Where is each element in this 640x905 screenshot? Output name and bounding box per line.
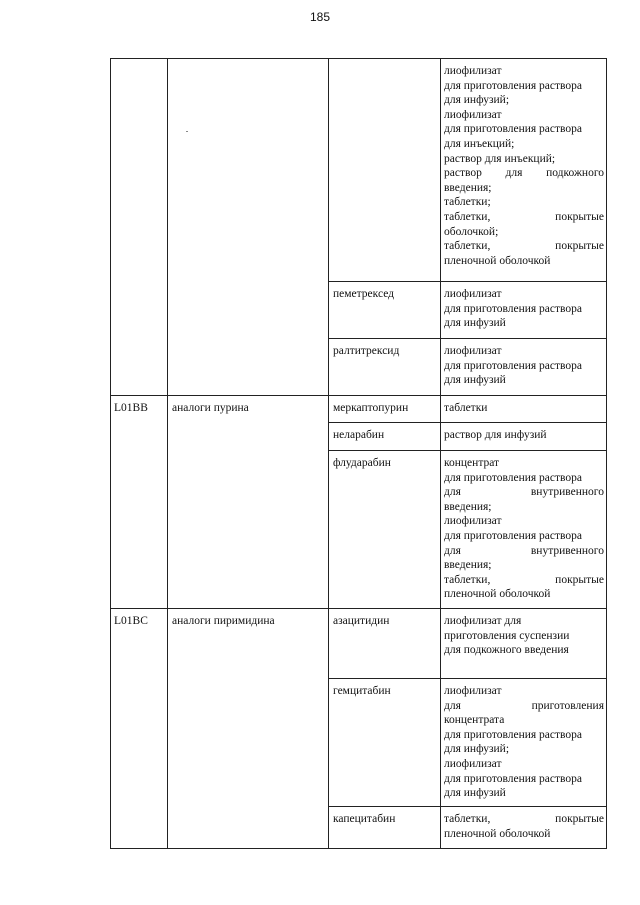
- dosage-form-line: лиофилизат: [444, 288, 502, 300]
- dosage-form-line: введения;: [444, 181, 492, 194]
- substance-name: ралтитрексид: [333, 345, 400, 357]
- dosage-form-line: концентрат: [444, 457, 500, 469]
- dosage-forms: [444, 64, 604, 268]
- substance-name: неларабин: [333, 429, 385, 441]
- dosage-form-line: для инфузий: [444, 374, 506, 387]
- dosage-form-line: для приготовления раствора: [444, 529, 582, 542]
- row-border: [328, 678, 607, 679]
- pharmacological-group: аналоги пиримидина: [172, 615, 275, 627]
- dosage-form-line: таблетки, покрытые: [444, 210, 604, 223]
- dosage-forms: [444, 401, 604, 416]
- column-border: [110, 58, 111, 849]
- dosage-form-line: таблетки, покрытые: [444, 813, 604, 825]
- substance-name: азацитидин: [333, 615, 390, 627]
- substance-name: пеметрексед: [333, 288, 395, 300]
- substance-name: капецитабин: [333, 813, 396, 825]
- scan-speck: [186, 131, 188, 132]
- dosage-form-line: таблетки: [444, 402, 488, 414]
- dosage-form-line: приготовления суспензии: [444, 629, 570, 642]
- dosage-form-line: для приготовления: [444, 699, 604, 712]
- dosage-form-line: для внутривенного: [444, 544, 604, 557]
- dosage-forms: [444, 344, 604, 388]
- atc-code: L01BB: [114, 402, 148, 414]
- dosage-form-line: введения;: [444, 500, 492, 513]
- dosage-form-line: для приготовления раствора: [444, 302, 582, 315]
- dosage-form-line: для приготовления раствора: [444, 728, 582, 741]
- dosage-form-line: концентрата: [444, 714, 505, 727]
- column-border: [167, 58, 168, 849]
- row-border: [328, 450, 607, 451]
- dosage-form-line: пленочной оболочкой: [444, 254, 551, 267]
- row-border: [328, 281, 607, 282]
- dosage-form-line: введения;: [444, 559, 492, 572]
- column-border: [606, 58, 607, 849]
- dosage-form-line: раствор для подкожного: [444, 167, 604, 180]
- dosage-form-line: для подкожного введения: [444, 644, 569, 657]
- row-border: [328, 422, 607, 423]
- substance-name: меркаптопурин: [333, 402, 409, 414]
- dosage-form-line: лиофилизат: [444, 685, 502, 697]
- dosage-forms: [444, 287, 604, 331]
- row-border: [328, 338, 607, 339]
- dosage-forms: [444, 614, 604, 658]
- dosage-form-line: для приготовления раствора: [444, 79, 582, 92]
- dosage-form-line: раствор для инфузий: [444, 429, 547, 441]
- dosage-form-line: лиофилизат: [444, 345, 502, 357]
- table-bottom-border: [110, 848, 607, 849]
- column-border: [328, 58, 329, 849]
- dosage-form-line: для приготовления раствора: [444, 772, 582, 785]
- dosage-form-line: пленочной оболочкой: [444, 827, 551, 840]
- dosage-forms: [444, 684, 604, 801]
- dosage-form-line: для инфузий: [444, 317, 506, 330]
- dosage-forms: [444, 812, 604, 841]
- row-border: [110, 608, 607, 609]
- row-border: [110, 395, 607, 396]
- dosage-form-line: для инфузий;: [444, 94, 510, 107]
- dosage-form-line: таблетки, покрытые: [444, 573, 604, 586]
- column-border: [440, 58, 441, 849]
- dosage-form-line: для инфузий: [444, 787, 506, 800]
- dosage-form-line: для приготовления раствора: [444, 471, 582, 484]
- dosage-form-line: таблетки, покрытые: [444, 240, 604, 253]
- dosage-form-line: таблетки;: [444, 196, 491, 209]
- pharmacological-group: аналоги пурина: [172, 402, 249, 414]
- dosage-forms: [444, 456, 604, 602]
- dosage-form-line: пленочной оболочкой: [444, 588, 551, 601]
- dosage-form-line: лиофилизат: [444, 108, 502, 121]
- dosage-form-line: раствор для инъекций;: [444, 152, 556, 165]
- dosage-forms: [444, 428, 604, 443]
- atc-code: L01BC: [114, 615, 148, 627]
- dosage-form-line: для инфузий;: [444, 743, 510, 756]
- dosage-form-line: лиофилизат: [444, 515, 502, 528]
- dosage-form-line: для внутривенного: [444, 486, 604, 499]
- dosage-form-line: оболочкой;: [444, 225, 499, 238]
- dosage-form-line: лиофилизат для: [444, 615, 522, 627]
- substance-name: гемцитабин: [333, 685, 391, 697]
- dosage-form-line: для приготовления раствора: [444, 359, 582, 372]
- dosage-form-line: лиофилизат: [444, 757, 502, 770]
- dosage-form-line: лиофилизат: [444, 65, 502, 77]
- dosage-form-line: для приготовления раствора: [444, 123, 582, 136]
- substance-name: флударабин: [333, 457, 391, 469]
- dosage-form-line: для инъекций;: [444, 137, 515, 150]
- page-number: 185: [309, 10, 331, 24]
- row-border: [328, 806, 607, 807]
- table-top-border: [110, 58, 607, 59]
